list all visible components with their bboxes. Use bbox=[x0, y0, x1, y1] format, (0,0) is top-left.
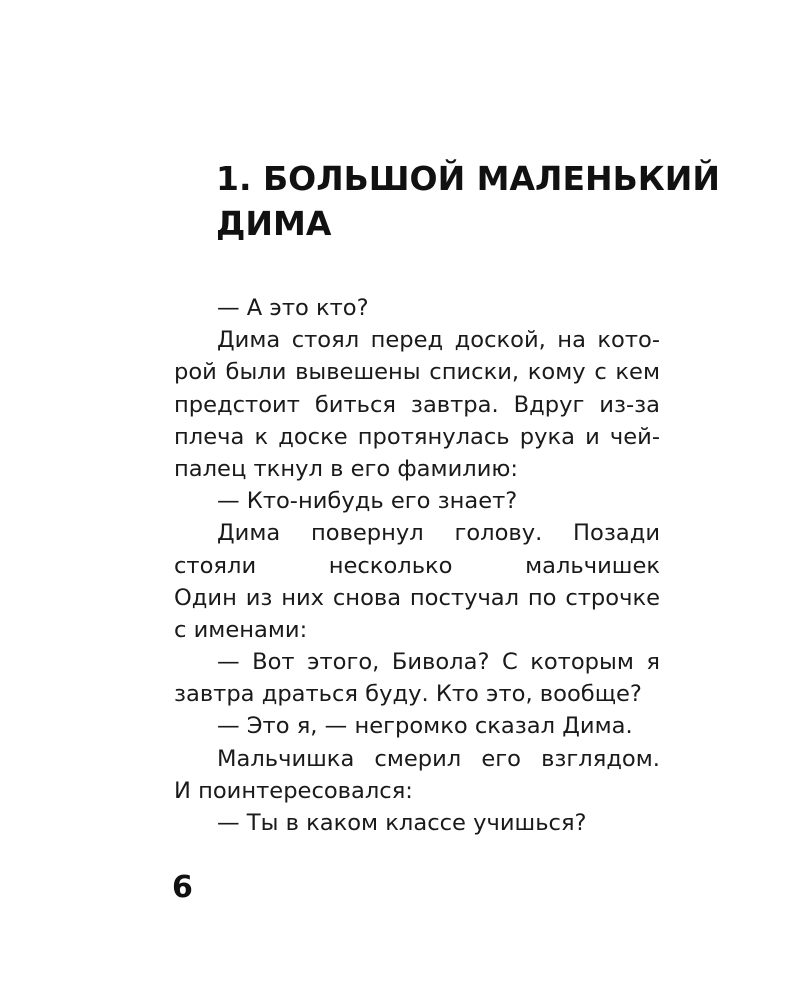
text-line-11: с именами: bbox=[174, 616, 308, 643]
text-line-15: Мальчишка смерил его взглядом. bbox=[217, 745, 660, 772]
text-line-4: предстоит биться завтра. Вдруг из-за bbox=[174, 391, 660, 418]
text-line-7: — Кто-нибудь его знает? bbox=[217, 488, 518, 515]
chapter-title-line-1: 1. БОЛЬШОЙ МАЛЕНЬКИЙ bbox=[216, 159, 720, 198]
text-line-5: плеча к доске протянулась рука и чей- bbox=[174, 423, 660, 450]
text-line-6: палец ткнул в его фамилию: bbox=[174, 455, 519, 482]
text-line-1: — А это кто? bbox=[217, 295, 369, 321]
text-line-12: — Вот этого, Бивола? С которым я bbox=[217, 649, 660, 676]
text-line-10: Один из них снова постучал по строчке bbox=[174, 584, 660, 611]
text-line-2: Дима стоял перед доской, на кото- bbox=[217, 327, 660, 354]
text-line-9: стояли несколько мальчишек bbox=[174, 552, 660, 579]
text-line-8: Дима повернул голову. Позади bbox=[217, 520, 660, 547]
text-line-3: рой были вывешены списки, кому с кем bbox=[174, 359, 660, 386]
page-number: 6 bbox=[172, 870, 193, 905]
text-line-14: — Это я, — негромко сказал Дима. bbox=[217, 713, 633, 740]
chapter-title bbox=[216, 156, 720, 246]
text-line-17: — Ты в каком классе учишься? bbox=[217, 810, 587, 836]
body-text bbox=[174, 292, 660, 839]
text-line-13: завтра драться буду. Кто это, вообще? bbox=[174, 681, 642, 708]
chapter-title-line-2: ДИМА bbox=[216, 204, 332, 243]
text-line-16: И поинтересовался: bbox=[174, 777, 413, 804]
